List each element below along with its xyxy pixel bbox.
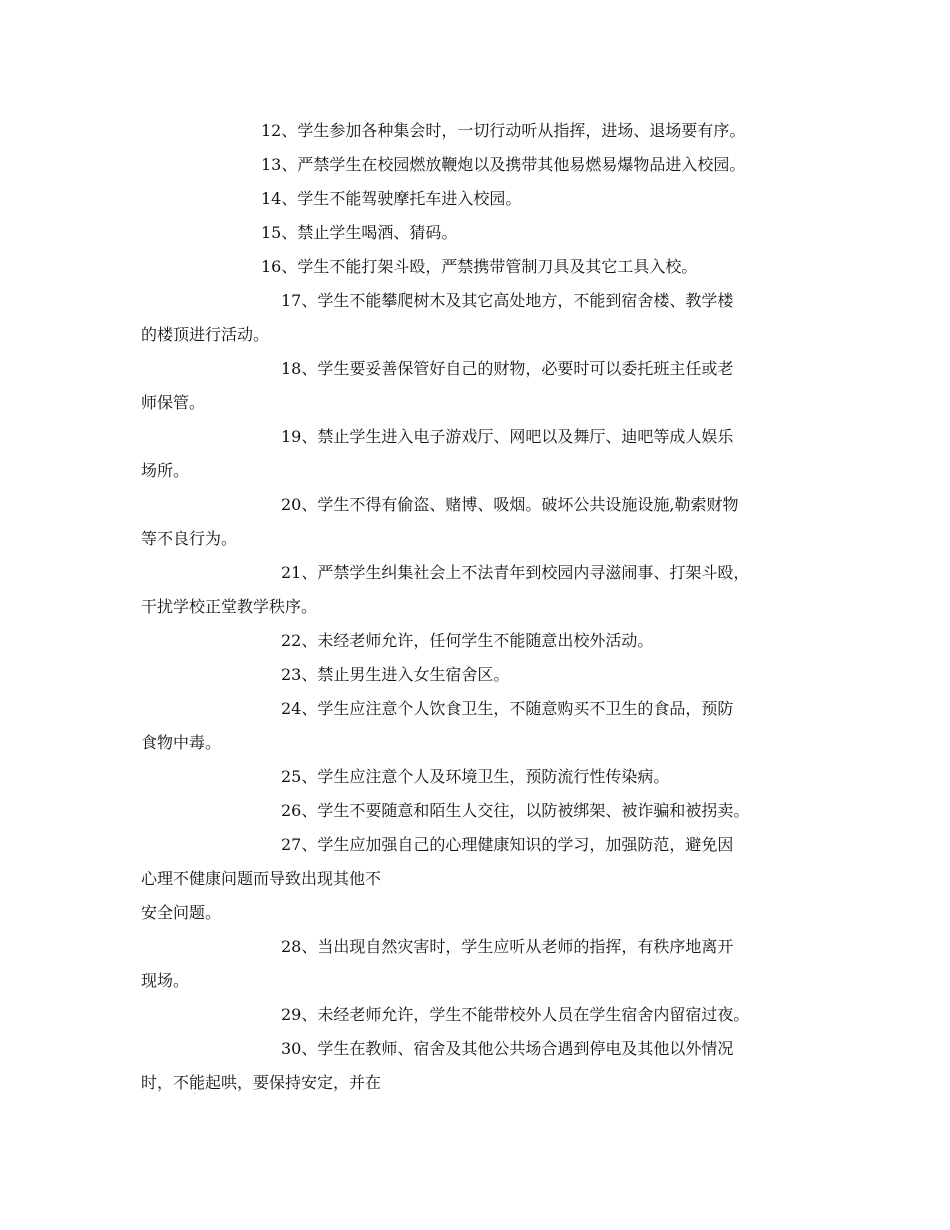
rule-25: 25、学生应注意个人及环境卫生，预防流行性传染病。 (281, 767, 670, 786)
rule-22: 22、未经老师允许，任何学生不能随意出校外活动。 (281, 631, 654, 650)
rule-16: 16、学生不能打架斗殴，严禁携带管制刀具及其它工具入校。 (261, 257, 698, 276)
rule-14: 14、学生不能驾驶摩托车进入校园。 (261, 189, 522, 208)
rule-12: 12、学生参加各种集会时，一切行动听从指挥，进场、退场要有序。 (261, 121, 746, 140)
rule-23: 23、禁止男生进入女生宿舍区。 (281, 665, 510, 684)
rule-20: 20、学生不得有偷盗、赌博、吸烟。破坏公共设施设施,勒索财物 (281, 495, 739, 514)
rule-17-continued: 的楼顶进行活动。 (141, 325, 270, 344)
rule-29: 29、未经老师允许，学生不能带校外人员在学生宿舍内留宿过夜。 (281, 1005, 750, 1024)
rule-26: 26、学生不要随意和陌生人交往，以防被绑架、被诈骗和被拐卖。 (281, 801, 750, 820)
rule-13: 13、严禁学生在校园燃放鞭炮以及携带其他易燃易爆物品进入校园。 (261, 155, 746, 174)
rule-19: 19、禁止学生进入电子游戏厅、网吧以及舞厅、迪吧等成人娱乐 (281, 427, 734, 446)
rule-21: 21、严禁学生纠集社会上不法青年到校园内寻滋闹事、打架斗殴， (281, 563, 750, 582)
rule-27-continued: 心理不健康问题而导致出现其他不 (141, 869, 382, 888)
rule-28-continued: 现场。 (141, 971, 190, 990)
rule-17: 17、学生不能攀爬树木及其它高处地方，不能到宿舍楼、教学楼 (281, 291, 734, 310)
rule-27-continued-2: 安全问题。 (141, 903, 222, 922)
rule-28: 28、当出现自然灾害时，学生应听从老师的指挥，有秩序地离开 (281, 937, 734, 956)
rule-18: 18、学生要妥善保管好自己的财物，必要时可以委托班主任或老 (281, 359, 734, 378)
rule-19-continued: 场所。 (141, 461, 190, 480)
rule-21-continued: 干扰学校正堂教学秩序。 (141, 597, 318, 616)
rule-18-continued: 师保管。 (141, 393, 206, 412)
rule-20-continued: 等不良行为。 (141, 529, 238, 548)
rule-27: 27、学生应加强自己的心理健康知识的学习，加强防范，避免因 (281, 835, 734, 854)
rule-24: 24、学生应注意个人饮食卫生，不随意购买不卫生的食品，预防 (281, 699, 734, 718)
rule-30-continued: 时，不能起哄，要保持安定，并在 (141, 1073, 382, 1092)
rule-24-continued: 食物中毒。 (141, 733, 222, 752)
rule-30: 30、学生在教师、宿舍及其他公共场合遇到停电及其他以外情况 (281, 1039, 734, 1058)
rule-15: 15、禁止学生喝酒、猜码。 (261, 223, 458, 242)
